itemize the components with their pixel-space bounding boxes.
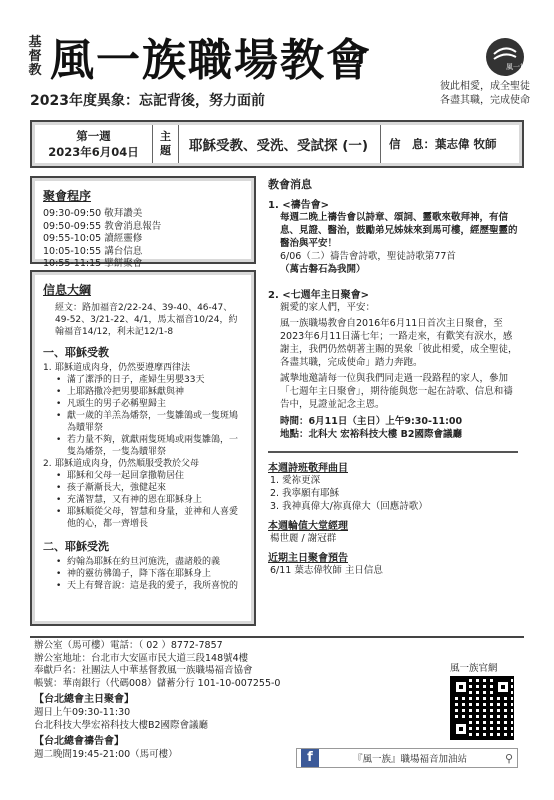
news-title: 教會消息: [268, 178, 312, 191]
contact-line: 帳號：華南銀行（代碼008）儲蓄分行 101-10-007255-0: [34, 677, 281, 689]
divider: [268, 451, 518, 453]
vertical-tag-char: 督: [28, 49, 42, 64]
managers-value: 楊世麗 / 謝冠群: [270, 533, 337, 544]
outline-bullet: • 凡頭生的男子必稱聖歸主: [43, 398, 243, 410]
outline-bullet: • 獻一歲的羊羔為燔祭，一隻雛鴿或一隻斑鳩為贖罪祭: [43, 410, 243, 434]
footer-divider: [30, 636, 524, 638]
week-info-bar: [30, 120, 524, 168]
service-date: 2023年6月04日: [48, 145, 139, 159]
schedule-item: 09:30-09:50 敬拜讚美: [43, 208, 143, 219]
prayer-meeting-title: 【台北總會禱告會】: [34, 736, 124, 747]
motto-line: 彼此相愛，成全聖徒: [440, 81, 530, 92]
schedule-item: 10:05-10:55 講台信息: [43, 245, 143, 257]
sermon-topic: 耶穌受教、受洗、受試探 (一): [179, 125, 381, 163]
song-item: 2. 我寧願有耶穌: [270, 488, 340, 499]
speaker: 信 息：葉志偉 牧師: [389, 137, 497, 151]
outline-sections: [43, 344, 243, 592]
schedule-item: 10:55-11:15 擘餅聚會: [43, 258, 143, 269]
facebook-icon: f: [301, 749, 319, 767]
week-label: 第一週: [76, 129, 111, 143]
schedule-item: 09:55-10:05 讀經靈修: [43, 233, 143, 244]
contact-line: 奉獻戶名：社團法人中華基督教風一族職場福音協會: [34, 665, 253, 676]
outline-bullet: • 耶穌順從父母，智慧和身量，並神和人喜愛他的心，都一齊增長: [43, 506, 243, 530]
managers-title: 本週輪值大堂經理: [268, 521, 348, 532]
qr-label: 風一族官網: [450, 663, 498, 674]
scripture-reference: 經文：路加福音2/22-24、39-40、46-47、49-52、3/21-22、4/1，馬太福音10/24，約翰福音14/12，利未記12/1-8: [55, 303, 238, 337]
news-item-title: 2. <七週年主日聚會>: [268, 290, 369, 301]
schedule-box: [30, 176, 256, 269]
search-icon[interactable]: ⚲: [504, 751, 514, 765]
sunday-meeting-title: 【台北總會主日聚會】: [34, 694, 134, 705]
website-qr-code[interactable]: [450, 676, 514, 740]
song-item: 3. 我神真偉大/祢真偉大（回應詩歌）: [270, 501, 428, 512]
news-text: 每週二晚上禱告會以詩章、頌詞、靈歌來敬拜神，有信息、見證、醫治，鼓勵弟兄姊妹來到馬可樓，經歷聖靈的醫治與平安！: [280, 212, 518, 249]
facebook-page-link[interactable]: [296, 748, 518, 768]
page-subtitle: 2023年度異象：忘記背後，努力面前: [30, 93, 265, 109]
outline-section-title: 二、耶穌受洗: [43, 540, 109, 553]
news-column: [262, 176, 524, 634]
footer: [34, 640, 434, 762]
news-text: 6/06（二）禱告會詩歌，聖徒詩歌第77首: [280, 251, 456, 262]
songs-title: 本週詩班敬拜曲目: [268, 463, 348, 474]
schedule-title: 聚會程序: [43, 189, 92, 203]
topic-label-char: 主: [160, 130, 171, 143]
header: [0, 0, 554, 118]
outline-point-text: 耶穌道成肉身，仍然要遵摩西律法: [55, 363, 191, 373]
outline-point-text: 耶穌道成肉身，仍然順服受教於父母: [55, 459, 200, 469]
outline-bullet: • 上耶路撒冷把男嬰耶穌獻與神: [43, 386, 243, 398]
outline-point-number: 2.: [43, 459, 52, 469]
news-text: 親愛的家人們，平安：: [280, 302, 376, 313]
vertical-tag-char: 基: [28, 35, 42, 50]
preview-value: 6/11 葉志偉牧師 主日信息: [270, 565, 383, 576]
song-item: 1. 愛祢更深: [270, 475, 321, 486]
outline-box: [30, 270, 256, 626]
contact-line: 辦公室（馬可樓）電話：（ 02 ）8772-7857: [34, 640, 223, 651]
outline-bullet: • 充滿智慧，又有神的恩在耶穌身上: [43, 494, 243, 506]
outline-section-title: 一、耶穌受教: [43, 346, 109, 359]
preview-title: 近期主日聚會預告: [268, 553, 348, 564]
event-place: 地點：北科大 宏裕科技大樓 B2國際會議廳: [280, 429, 462, 440]
logo-text: 風一族: [506, 63, 527, 71]
vertical-tag-char: 教: [28, 63, 42, 78]
outline-point-number: 1.: [43, 363, 52, 373]
contact-line: 辦公室地址：台北市大安區市民大道三段148號4樓: [34, 652, 249, 664]
sunday-meeting-line: 週日上午09:30-11:30: [34, 707, 131, 718]
outline-bullet: • 天上有聲音說：這是我的愛子，我所喜悅的: [43, 580, 243, 592]
page-title: 風一族職場教會: [50, 35, 372, 86]
outline-bullet: • 滿了潔淨的日子，產婦生男嬰33天: [43, 374, 243, 386]
news-item-title: 1. <禱告會>: [268, 200, 329, 211]
outline-title: 信息大綱: [43, 283, 92, 297]
week-date: [35, 125, 153, 163]
outline-bullet: • 神的靈彷彿鴿子，降下落在耶穌身上: [43, 568, 243, 580]
news-text: 誠摯地邀請每一位與我們同走過一段路程的家人，參加「七週年主日聚會」，期待能與您一起在詩歌、信息和禱告中，見證並記念主恩。: [280, 373, 513, 410]
outline-bullet: • 耶穌和父母一起回拿撒勒居住: [43, 470, 243, 482]
topic-label: [153, 125, 179, 163]
vertical-tag: [26, 36, 44, 78]
event-time: 時間：6月11日（主日）上午9:30-11:00: [280, 416, 463, 427]
prayer-meeting-line: 週二晚間19:45-21:00（馬可樓）: [34, 749, 178, 760]
outline-bullet: • 約翰為耶穌在約旦河施洗，盡諸般的義: [43, 556, 243, 568]
outline-point: [43, 362, 243, 374]
outline-point: [43, 458, 243, 470]
motto: [440, 80, 530, 108]
outline-bullet: • 若力量不夠，就獻兩隻斑鳩或兩隻雛鴿，一隻為燔祭，一隻為贖罪祭: [43, 434, 243, 458]
news-text: （萬古磐石為我開）: [280, 264, 366, 275]
facebook-page-name: 『風一族』職場福音加油站: [352, 754, 467, 765]
news-text: 風一族職場教會自2016年6月11日首次主日聚會，至2023年6月11日滿七年；一路走來，有歡笑有淚水，感謝主，我們仍然朝著主賜的異象「彼此相愛，成全聖徒，各盡其職，完成使命」踏力奔跑。: [280, 318, 518, 368]
schedule-item: 09:50-09:55 教會消息報告: [43, 220, 162, 232]
outline-bullet: • 孩子漸漸長大，強健起來: [43, 482, 243, 494]
topic-label-char: 題: [160, 144, 171, 157]
sunday-meeting-line: 台北科技大學宏裕科技大樓B2國際會議廳: [34, 719, 209, 731]
motto-line: 各盡其職，完成使命: [440, 95, 530, 106]
